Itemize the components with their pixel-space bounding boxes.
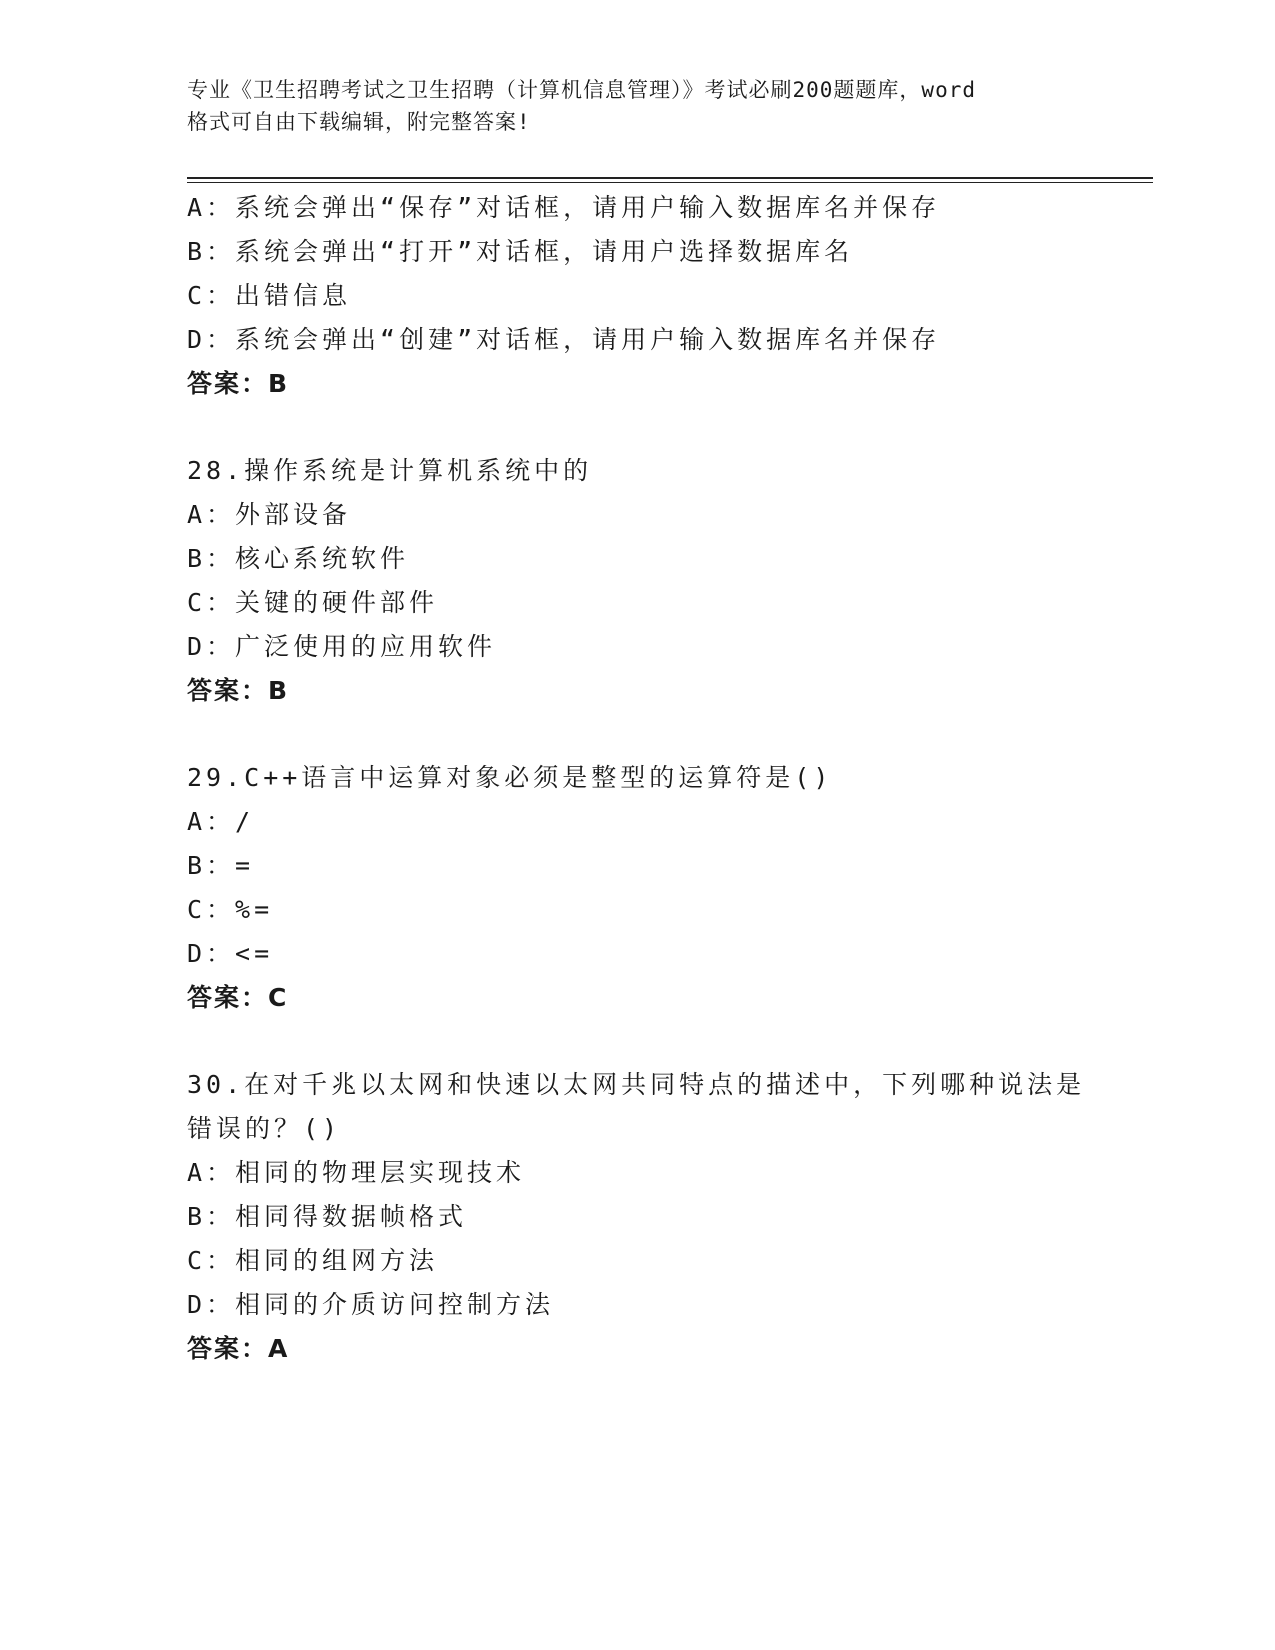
q30-option-b: B：相同得数据帧格式	[187, 1202, 468, 1231]
q29-answer: 答案：C	[187, 983, 289, 1012]
q28-question: 28.操作系统是计算机系统中的	[187, 456, 593, 485]
q30-answer: 答案：A	[187, 1334, 290, 1363]
q28-option-a: A：外部设备	[187, 500, 352, 529]
q30-option-a: A：相同的物理层实现技术	[187, 1158, 526, 1187]
q29-option-c: C：%=	[187, 895, 274, 924]
q30-question-line-2: 错误的？()	[187, 1114, 342, 1143]
q27-answer: 答案：B	[187, 369, 290, 398]
q28-answer: 答案：B	[187, 676, 290, 705]
q30-option-d: D：相同的介质访问控制方法	[187, 1290, 555, 1319]
header-divider-thin	[187, 182, 1153, 183]
q27-option-d: D：系统会弹出“创建”对话框，请用户输入数据库名并保存	[187, 325, 941, 354]
q29-option-a: A：/	[187, 807, 255, 836]
header-title-line-2: 格式可自由下载编辑，附完整答案!	[187, 110, 531, 134]
q30-question-line-1: 30.在对千兆以太网和快速以太网共同特点的描述中，下列哪种说法是	[187, 1070, 1086, 1099]
document-header	[187, 74, 1087, 138]
header-title-line-1: 专业《卫生招聘考试之卫生招聘（计算机信息管理）》考试必刷200题题库，word	[187, 78, 976, 102]
q29-option-d: D：<=	[187, 939, 274, 968]
q28-option-b: B：核心系统软件	[187, 544, 410, 573]
q27-option-a: A：系统会弹出“保存”对话框，请用户输入数据库名并保存	[187, 193, 941, 222]
header-divider-thick	[187, 177, 1153, 179]
q27-option-b: B：系统会弹出“打开”对话框，请用户选择数据库名	[187, 237, 854, 266]
q29-option-b: B：=	[187, 851, 255, 880]
q28-option-d: D：广泛使用的应用软件	[187, 632, 497, 661]
q30-option-c: C：相同的组网方法	[187, 1246, 439, 1275]
q28-option-c: C：关键的硬件部件	[187, 588, 439, 617]
q27-option-c: C：出错信息	[187, 281, 352, 310]
q29-question: 29.C++语言中运算对象必须是整型的运算符是()	[187, 763, 833, 792]
